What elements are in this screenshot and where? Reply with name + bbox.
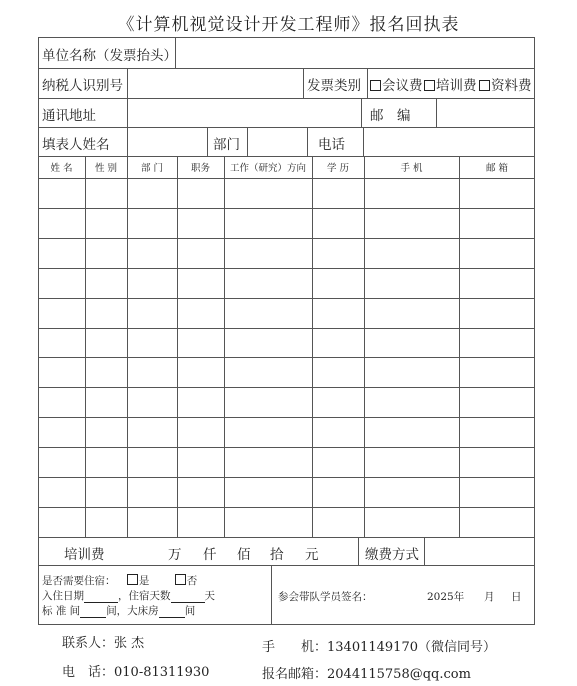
lodging-yes-label: 是 xyxy=(138,575,150,587)
table-header-cell: 部 门 xyxy=(140,163,164,174)
cell-divider xyxy=(363,127,364,156)
table-header-cell: 性 别 xyxy=(94,163,118,174)
cell-divider xyxy=(361,98,362,127)
cell-divider xyxy=(367,68,368,98)
nights-field[interactable] xyxy=(171,591,205,603)
row-divider xyxy=(38,565,535,566)
cell-divider xyxy=(358,537,359,565)
contact-person-value: 张 杰 xyxy=(114,636,145,651)
room-unit: 间 xyxy=(184,605,196,617)
contact-mobile xyxy=(262,636,496,655)
table-column-divider xyxy=(312,156,313,537)
table-row[interactable] xyxy=(38,507,535,508)
standard-room-label: 标 准 间 xyxy=(42,605,81,617)
standard-room-field[interactable] xyxy=(80,606,106,618)
table-header-cell: 邮 箱 xyxy=(485,163,509,174)
contact-person-label: 联系人： xyxy=(62,636,115,651)
option-label: 培训费 xyxy=(436,78,477,94)
fee-unit: 万 xyxy=(168,547,182,563)
row-divider xyxy=(38,127,535,128)
lodging-yes-checkbox[interactable] xyxy=(127,574,138,585)
invoice-type-label: 发票类别 xyxy=(307,78,361,94)
signature-label: 参会带队学员签名： xyxy=(278,591,373,603)
days-unit: 天 xyxy=(204,590,215,602)
checkbox-icon xyxy=(424,80,435,91)
lodging-question xyxy=(42,573,197,588)
table-row[interactable] xyxy=(38,477,535,478)
cell-divider xyxy=(271,565,272,625)
filler-name-label: 填表人姓名 xyxy=(42,137,110,153)
table-row[interactable] xyxy=(38,298,535,299)
table-column-divider xyxy=(224,156,225,537)
signature-day: 日 xyxy=(511,591,522,603)
contact-person xyxy=(62,632,144,651)
table-column-divider xyxy=(177,156,178,537)
table-row[interactable] xyxy=(38,238,535,239)
fee-unit: 元 xyxy=(305,547,319,563)
cell-divider xyxy=(247,127,248,156)
table-row[interactable] xyxy=(38,447,535,448)
cell-divider xyxy=(127,98,128,127)
cell-divider xyxy=(436,98,437,127)
company-label: 单位名称（发票抬头） xyxy=(42,48,177,64)
nights-label: ，住宿天数 xyxy=(118,590,171,602)
cell-divider xyxy=(127,127,128,156)
cell-divider xyxy=(127,68,128,98)
lodging-no-label: 否 xyxy=(186,575,198,587)
option-label: 资料费 xyxy=(491,78,532,94)
contact-email xyxy=(262,663,471,682)
payment-method-label: 缴费方式 xyxy=(365,547,419,563)
row-divider xyxy=(38,537,535,538)
table-header-cell: 姓 名 xyxy=(50,163,73,174)
table-column-divider xyxy=(459,156,460,537)
signature-month: 月 xyxy=(484,591,495,603)
lodging-rooms xyxy=(42,603,195,618)
table-header-cell: 手 机 xyxy=(400,163,423,174)
taxid-label: 纳税人识别号 xyxy=(42,78,123,94)
table-header-cell: 职务 xyxy=(190,163,210,174)
row-divider xyxy=(38,68,535,69)
fee-unit: 仟 xyxy=(203,547,217,563)
row-divider xyxy=(38,156,535,157)
fee-unit: 拾 xyxy=(270,547,284,563)
checkin-label: 入住日期 xyxy=(42,590,84,602)
checkin-field[interactable] xyxy=(84,591,118,603)
postcode-label: 邮 编 xyxy=(370,108,411,124)
table-row[interactable] xyxy=(38,208,535,209)
king-room-field[interactable] xyxy=(159,606,185,618)
address-label: 通讯地址 xyxy=(42,108,96,124)
table-header-cell: 学 历 xyxy=(326,163,350,174)
fee-label: 培训费 xyxy=(64,547,105,563)
contact-email-label: 报名邮箱： xyxy=(262,667,328,682)
phone-label: 电话 xyxy=(318,137,345,153)
lodging-no-checkbox[interactable] xyxy=(175,574,186,585)
cell-divider xyxy=(303,68,304,98)
invoice-option-materials[interactable] xyxy=(479,74,532,94)
cell-divider xyxy=(207,127,208,156)
contact-tel-label: 电 话： xyxy=(62,665,115,680)
border-bottom xyxy=(38,624,535,625)
signature-year: 2025年 xyxy=(427,591,465,603)
row-divider xyxy=(38,98,535,99)
table-column-divider xyxy=(364,156,365,537)
king-room-label: 间，大床房 xyxy=(106,605,159,617)
invoice-option-meeting[interactable] xyxy=(370,74,423,94)
table-row[interactable] xyxy=(38,357,535,358)
checkbox-icon xyxy=(479,80,490,91)
contact-email-value[interactable]: 2044115758@qq.com xyxy=(327,667,471,682)
cell-divider xyxy=(307,127,308,156)
table-header-cell: 工作（研究）方向 xyxy=(229,163,306,174)
table-column-divider xyxy=(85,156,86,537)
contact-tel-value: 010-81311930 xyxy=(114,665,210,680)
fee-unit: 佰 xyxy=(237,547,251,563)
table-row[interactable] xyxy=(38,387,535,388)
row-divider xyxy=(38,178,535,179)
option-label: 会议费 xyxy=(382,78,423,94)
border-top xyxy=(38,37,535,38)
contact-mobile-value: 13401149170（微信同号） xyxy=(327,640,496,655)
table-row[interactable] xyxy=(38,268,535,269)
checkbox-icon xyxy=(370,80,381,91)
table-row[interactable] xyxy=(38,328,535,329)
registration-form xyxy=(38,37,535,625)
contact-mobile-label: 手 机： xyxy=(262,640,328,655)
page-title: 《计算机视觉设计开发工程师》报名回执表 xyxy=(117,15,460,35)
cell-divider xyxy=(424,537,425,565)
invoice-option-training[interactable] xyxy=(424,74,477,94)
contact-tel xyxy=(62,661,209,680)
table-row[interactable] xyxy=(38,417,535,418)
dept-label: 部门 xyxy=(213,137,240,153)
table-column-divider xyxy=(127,156,128,537)
lodging-need-label: 是否需要住宿： xyxy=(42,575,116,587)
lodging-dates xyxy=(42,588,215,603)
